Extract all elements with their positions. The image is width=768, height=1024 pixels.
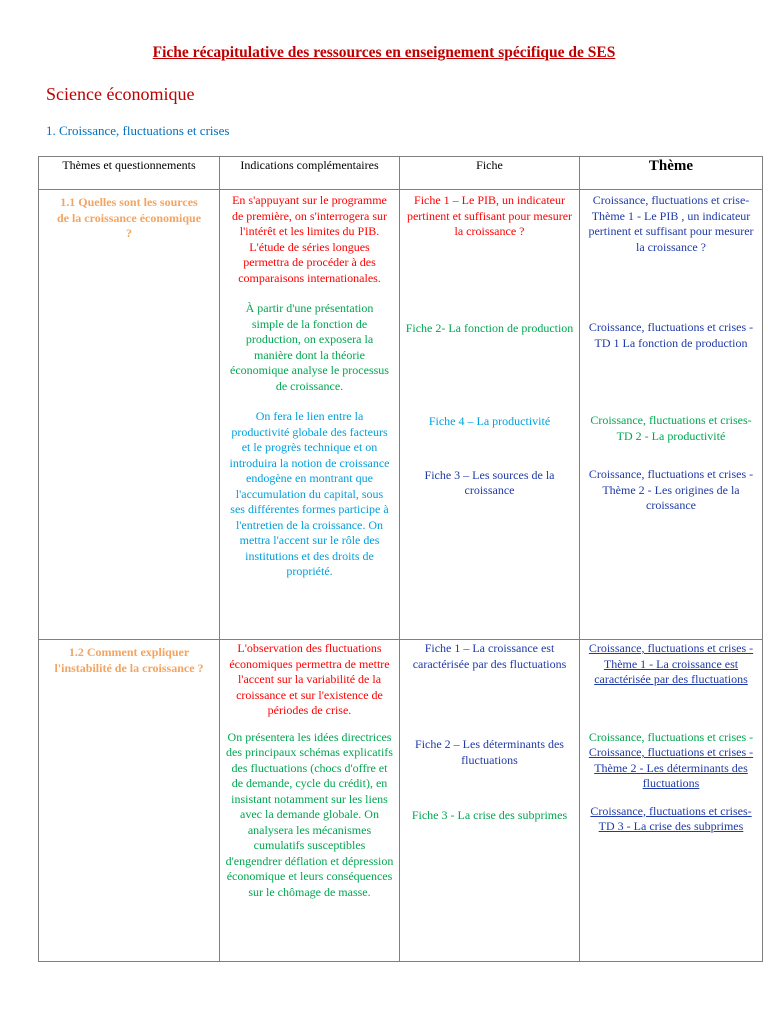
- theme-link[interactable]: Croissance, fluctuations et crises- TD 2 - La productivité: [590, 413, 752, 443]
- fiche-link[interactable]: Fiche 2 – Les déterminants des fluctuations: [415, 737, 564, 767]
- indication-text: On présentera les idées directrices des principaux schémas explicatifs des fluctuations (chocs d'offre et de demande, cycle du crédit), en insistant notamment sur les liens avec la demande globale. On analysera les mécanismes cumulatifs susceptibles d'engendrer déflation et dépression économique et leurs conséquences sur le chômage de masse.: [225, 729, 394, 899]
- theme-link[interactable]: Croissance, fluctuations et crises - Thème 1 - La croissance est caractérisée par des fluctuations: [588, 641, 754, 686]
- theme-cell: [580, 640, 763, 962]
- table-row: [39, 640, 763, 962]
- theme-prefix: Croissance, fluctuations et crises -: [588, 729, 754, 744]
- section-title: Science économique: [46, 84, 195, 104]
- indication-text: L'observation des fluctuations économiques permettra de mettre l'accent sur la variabilité de la croissance et sur l'existence de périodes de crise.: [229, 641, 390, 717]
- subsection-title: 1. Croissance, fluctuations et crises: [46, 123, 230, 138]
- fiche-link[interactable]: Fiche 3 – Les sources de la croissance: [424, 467, 555, 497]
- fiche-link[interactable]: Fiche 3 - La crise des subprimes: [411, 808, 568, 822]
- indications-cell: [220, 640, 400, 962]
- fiche-cell: [400, 190, 580, 640]
- table-header-row: [39, 157, 763, 190]
- indication-text: On fera le lien entre la productivité globale des facteurs et le progrès technique et on introduira la notion de croissance endogène en montrant que l'accumulation du capital, sous ses différentes formes participe à l'entretien de la croissance. On mettra l'accent sur le rôle des institutions et des droits de propriété.: [229, 409, 390, 578]
- page-title: Fiche récapitulative des ressources en enseignement spécifique de SES: [152, 44, 616, 61]
- fiche-link[interactable]: Fiche 1 – Le PIB, un indicateur pertinent et suffisant pour mesurer la croissance ?: [406, 193, 573, 238]
- theme-link[interactable]: Croissance, fluctuations et crises- TD 3 - La crise des subprimes: [590, 803, 752, 833]
- question-1-1: 1.1 Quelles sont les sources de la croissance économique ?: [56, 195, 202, 240]
- fiche-cell: [400, 640, 580, 962]
- fiche-link[interactable]: Fiche 2- La fonction de production: [405, 320, 574, 335]
- indication-text: À partir d'une présentation simple de la fonction de production, on exposera la manière dont la théorie économique analyse le processus de croissance.: [230, 301, 389, 393]
- indication-text: En s'appuyant sur le programme de première, on s'interrogera sur l'intérêt et les limites du PIB. L'étude de séries longues permettra de procéder à des comparaisons internationales.: [231, 193, 388, 285]
- fiche-link[interactable]: Fiche 4 – La productivité: [428, 414, 551, 428]
- header-themes: Thèmes et questionnements: [39, 157, 220, 190]
- theme-cell: [580, 190, 763, 640]
- resources-table: [38, 156, 763, 962]
- table-row: [39, 190, 763, 640]
- fiche-link[interactable]: Fiche 1 – La croissance est caractérisée par des fluctuations: [412, 641, 567, 671]
- theme-link[interactable]: Croissance, fluctuations et crises - Thème 2 - Les origines de la croissance: [588, 467, 754, 512]
- theme-link[interactable]: Croissance, fluctuations et crises - Thème 2 - Les déterminants des fluctuations: [588, 745, 754, 790]
- header-indications: Indications complémentaires: [220, 157, 400, 190]
- header-theme: Thème: [580, 157, 763, 190]
- header-fiche: Fiche: [400, 157, 580, 190]
- theme-link-group: [585, 730, 757, 792]
- indications-cell: [220, 190, 400, 640]
- question-1-2: 1.2 Comment expliquer l'instabilité de la croissance ?: [54, 645, 204, 675]
- theme-link[interactable]: Croissance, fluctuations et crise- Thème 1 - Le PIB , un indicateur pertinent et suffisant pour mesurer la croissance ?: [588, 193, 754, 254]
- question-cell: [39, 640, 220, 962]
- question-cell: [39, 190, 220, 640]
- theme-link[interactable]: Croissance, fluctuations et crises - TD 1 La fonction de production: [588, 320, 754, 350]
